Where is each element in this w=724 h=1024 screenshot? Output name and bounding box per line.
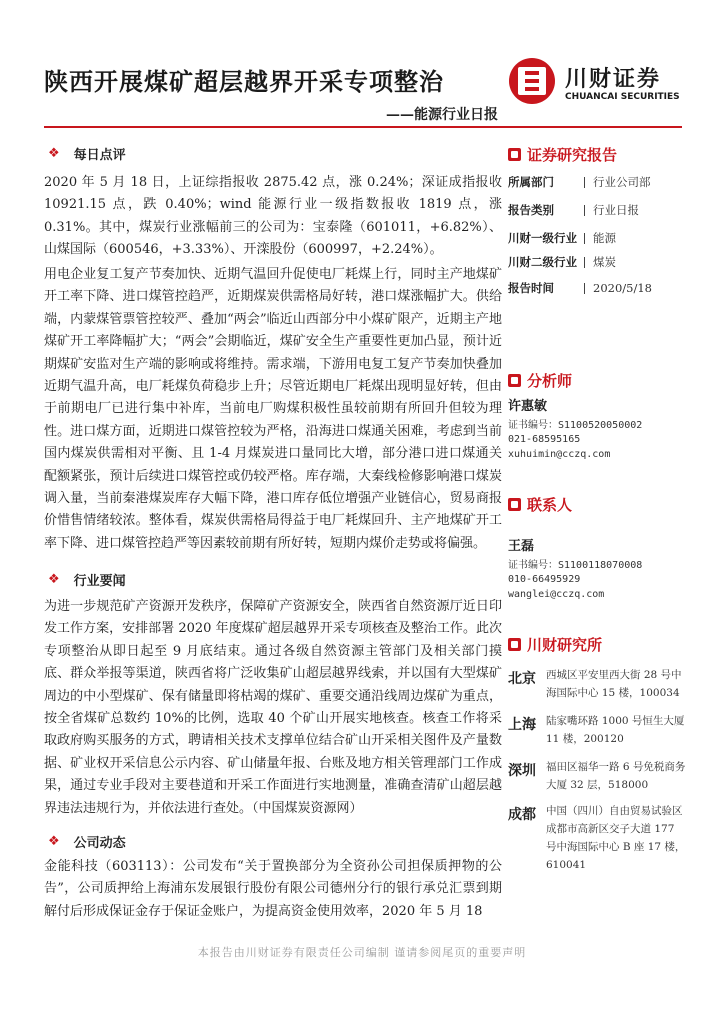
- report-title: 陕西开展煤矿超层越界开采专项整治: [44, 67, 444, 96]
- contact-card: [508, 540, 642, 602]
- analyst-card: [508, 400, 642, 462]
- section-heading-daily: ❖ 每日点评: [48, 146, 126, 163]
- analyst-email[interactable]: xuhuimin@cczq.com: [508, 448, 611, 460]
- info-row: 川财二级行业 煤炭: [508, 255, 616, 269]
- office-city: 成都: [508, 807, 536, 823]
- sidebar-heading-report: 证券研究报告: [508, 144, 617, 165]
- header-divider: [44, 126, 682, 128]
- contact-icon: [508, 498, 521, 511]
- office-address: 福田区福华一路 6 号免税商务大厦 32 层，518000: [546, 761, 686, 791]
- contact-name: 王磊: [508, 539, 535, 554]
- contact-cert: 证书编号：S1100118070008: [508, 559, 643, 571]
- analyst-name: 许惠敏: [508, 399, 548, 414]
- contact-email[interactable]: wanglei@cczq.com: [508, 588, 605, 600]
- diamond-icon: ❖: [48, 572, 60, 587]
- logo-icon: [509, 58, 555, 104]
- logo-text-en: CHUANCAI SECURITIES: [565, 92, 680, 102]
- report-icon: [508, 148, 521, 161]
- diamond-icon: ❖: [48, 146, 60, 161]
- section-heading-news: ❖ 行业要闻: [48, 572, 126, 589]
- analyst-phone: 021-68595165: [508, 434, 581, 445]
- info-row: 所属部门 行业公司部: [508, 175, 651, 189]
- company-paragraph-1: 金能科技（603113）：公司发布“关于置换部分为全资孙公司担保质押物的公告”，公司质押给上海浦东发展银行股份有限公司德州分行的银行承兑汇票到期解付后形成保证金存于保证金账户，为提高资金使用效率，2020 年 5 月 18: [44, 859, 502, 919]
- report-subtitle: ——能源行业日报: [386, 107, 498, 123]
- diamond-icon: ❖: [48, 834, 60, 849]
- office-city: 北京: [508, 671, 536, 687]
- analyst-icon: [508, 374, 521, 387]
- office-city: 深圳: [508, 763, 536, 779]
- info-row: 报告类别 行业日报: [508, 203, 639, 217]
- office-address: 中国（四川）自由贸易试验区成都市高新区交子大道 177 号中海国际中心 B 座 17 楼，610041: [546, 805, 686, 871]
- sidebar-heading-analyst: 分析师: [508, 370, 572, 391]
- footer-disclaimer: 本报告由川财证券有限责任公司编制 谨请参阅尾页的重要声明: [197, 946, 527, 959]
- daily-paragraph-2: 用电企业复工复产节奏加快、近期气温回升促使电厂耗煤上行，同时主产地煤矿开工率下降、进口煤管控趋严，近期煤炭供需格局好转，港口煤涨幅扩大。供给端，内蒙煤管票管控较严、叠加“两会”临近山西部分中小煤矿限产，近期主产地煤矿开工率降幅扩大；“两会”会期临近，煤矿安全生产重要性更加凸显，预计近期煤矿安监对生产端的影响或将维持。需求端，下游用电复工复产节奏加快叠加近期气温升高，电厂耗煤负荷稳步上升；尽管近期电厂耗煤出现明显好转，但由于前期电厂已进行集中补库，当前电厂购煤积极性虽较前期有所回升但较为理性。进口煤方面，近期进口煤管控较为严格，沿海进口煤通关困难，考虑到当前国内煤炭供需相对平衡、且 1-4 月煤炭进口量同比大增，部分港口进口煤通关配额紧张，预计后续进口煤管控或仍较严格。库存端，大秦线检修影响港口煤炭调入量，当前秦港煤炭库存大幅下降，港口库存低位增强产业链信心，贸易商报价惜售情绪较浓。整体看，煤炭供需格局得益于电厂耗煤回升、主产地煤矿开工率下降、进口煤管控趋严等因素较前期有所好转，短期内煤价走势或将偏强。: [44, 267, 502, 551]
- office-city: 上海: [508, 717, 536, 733]
- info-row: 报告时间 2020/5/18: [508, 281, 652, 295]
- section-heading-company: ❖ 公司动态: [48, 834, 126, 851]
- logo-text-cn: 川财证券: [565, 67, 662, 92]
- office-address: 陆家嘴环路 1000 号恒生大厦 11 楼，200120: [546, 715, 685, 745]
- daily-paragraph-1: 2020 年 5 月 18 日，上证综指报收 2875.42 点，涨 0.24%；深证成指报收 10921.15 点，跌 0.40%；wind 能源行业一级指数报收 1819 点，涨 0.31%。其中，煤炭行业涨幅前三的公司为：宝泰隆（601011，+6.82%）、山煤国际（600546，+3.33%）、开滦股份（600997，+2.24%）。: [44, 175, 502, 258]
- contact-phone: 010-66495929: [508, 574, 581, 585]
- analyst-cert: 证书编号：S1100520050002: [508, 419, 643, 431]
- office-address: 西城区平安里西大街 28 号中海国际中心 15 楼，100034: [546, 669, 682, 699]
- news-paragraph-1: 为进一步规范矿产资源开发秩序，保障矿产资源安全，陕西省自然资源厅近日印发工作方案，安排部署 2020 年度煤矿超层越界开采专项核查及整治工作。此次专项整治从即日起至 9 月底结束。通过各级自然资源主管部门及相关部门摸底、群众举报等渠道，陕西省将广泛收集矿山超层越界线索，并以国有大型煤矿周边的中小型煤矿、保有储量即将枯竭的煤矿、重要交通沿线周边煤矿为重点，按全省煤矿总数约 10%的比例，选取 40 个矿山开展实地核查。核查工作将采取政府购买服务的方式，聘请相关技术支撑单位结合矿山开采相关图件及产量数据、矿业权开采信息公示内容、矿山储量年报、台账及地方相关管理部门工作成果，通过专业手段对主要巷道和开采工作面进行实地测量，准确查清矿山超层越界违法违规行为，并依法进行查处。（中国煤炭资源网）: [44, 599, 502, 816]
- sidebar-heading-contact: 联系人: [508, 494, 572, 515]
- info-row: 川财一级行业 能源: [508, 231, 616, 245]
- institute-icon: [508, 638, 521, 651]
- sidebar-heading-institute: 川财研究所: [508, 634, 602, 655]
- company-logo: [509, 58, 695, 110]
